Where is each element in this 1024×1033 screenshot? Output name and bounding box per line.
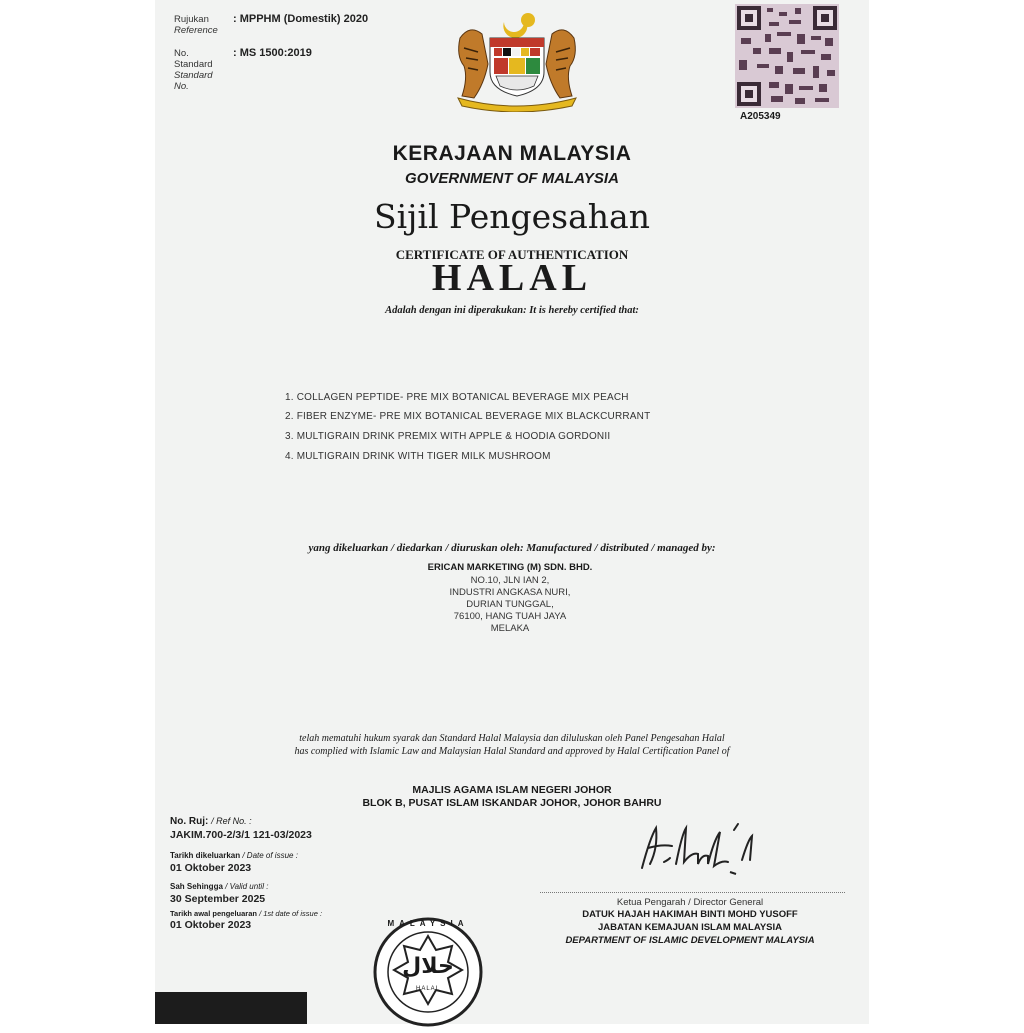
government-title-en: GOVERNMENT OF MALAYSIA <box>405 170 619 187</box>
manufacturer-name: ERICAN MARKETING (M) SDN. BHD. <box>427 562 593 573</box>
standard-label: No. Standard Standard No. <box>174 48 213 92</box>
valid-until-label: Sah Sehingga / Valid until : <box>170 882 269 891</box>
compliance-ms: telah mematuhi hukum syarak dan Standard Halal Malaysia dan diluluskan oleh Panel Pengesahan Halal <box>299 733 725 744</box>
reference-label: Rujukan Reference <box>174 14 218 36</box>
halal-logo-bottom-text: HALAL <box>415 986 440 992</box>
manufacturer-address: NO.10, JLN IAN 2, INDUSTRI ANGKASA NURI, DURIAN TUNGGAL, 76100, HANG TUAH JAYA MELAKA <box>449 575 571 634</box>
ref-no-label: No. Ruj: / Ref No. : <box>170 816 252 827</box>
reference-value: : MPPHM (Domestik) 2020 <box>233 13 369 25</box>
qr-code-number: A205349 <box>740 111 781 122</box>
council-name: MAJLIS AGAMA ISLAM NEGERI JOHOR <box>412 784 612 796</box>
halal-title: HALAL <box>431 257 593 299</box>
director-title: Ketua Pengarah / Director General <box>616 897 764 908</box>
standard-value: : MS 1500:2019 <box>233 47 312 59</box>
coat-of-arms-emblem <box>448 8 586 112</box>
manufacturer-line: yang dikeluarkan / diedarkan / diuruskan oleh: Manufactured / distributed / managed by: <box>308 542 716 554</box>
issue-date-label: Tarikh dikeluarkan / Date of issue : <box>170 851 298 860</box>
council-address: BLOK B, PUSAT ISLAM ISKANDAR JOHOR, JOHOR BAHRU <box>362 797 662 809</box>
certified-line: Adalah dengan ini diperakukan: It is hereby certified that: <box>385 305 639 316</box>
ref-no-value: JAKIM.700-2/3/1 121-03/2023 <box>170 829 312 841</box>
certificate-of-authentication-title: CERTIFICATE OF AUTHENTICATION <box>395 247 629 262</box>
department-en: DEPARTMENT OF ISLAMIC DEVELOPMENT MALAYSIA <box>565 935 815 946</box>
director-name: DATUK HAJAH HAKIMAH BINTI MOHD YUSOFF <box>582 909 798 920</box>
issue-date-value: 01 Oktober 2023 <box>170 862 252 874</box>
scan-artifact-block <box>155 992 307 1024</box>
director-signature <box>630 818 770 878</box>
halal-logo-ring-text: MALAYSIA <box>387 919 469 928</box>
product-item: 1. COLLAGEN PEPTIDE- PRE MIX BOTANICAL BEVERAGE MIX PEACH <box>285 392 629 403</box>
signature-line <box>540 892 845 893</box>
sijil-pengesahan-title: Sijil Pengesahan <box>374 197 650 236</box>
product-item: 3. MULTIGRAIN DRINK PREMIX WITH APPLE & HOODIA GORDONII <box>285 431 611 442</box>
first-issue-value: 01 Oktober 2023 <box>170 919 252 931</box>
product-item: 2. FIBER ENZYME- PRE MIX BOTANICAL BEVERAGE MIX BLACKCURRANT <box>285 411 651 422</box>
department-ms: JABATAN KEMAJUAN ISLAM MALAYSIA <box>597 922 783 933</box>
product-item: 4. MULTIGRAIN DRINK WITH TIGER MILK MUSHROOM <box>285 451 551 462</box>
valid-until-value: 30 September 2025 <box>170 893 266 905</box>
government-title-ms: KERAJAAN MALAYSIA <box>392 142 632 165</box>
first-issue-label: Tarikh awal pengeluaran / 1st date of issue : <box>170 909 323 918</box>
compliance-en: has complied with Islamic Law and Malaysian Halal Standard and approved by Halal Certification Panel of <box>294 746 730 757</box>
qr-code <box>735 4 839 108</box>
halal-logo-arabic: حلال <box>402 954 454 979</box>
